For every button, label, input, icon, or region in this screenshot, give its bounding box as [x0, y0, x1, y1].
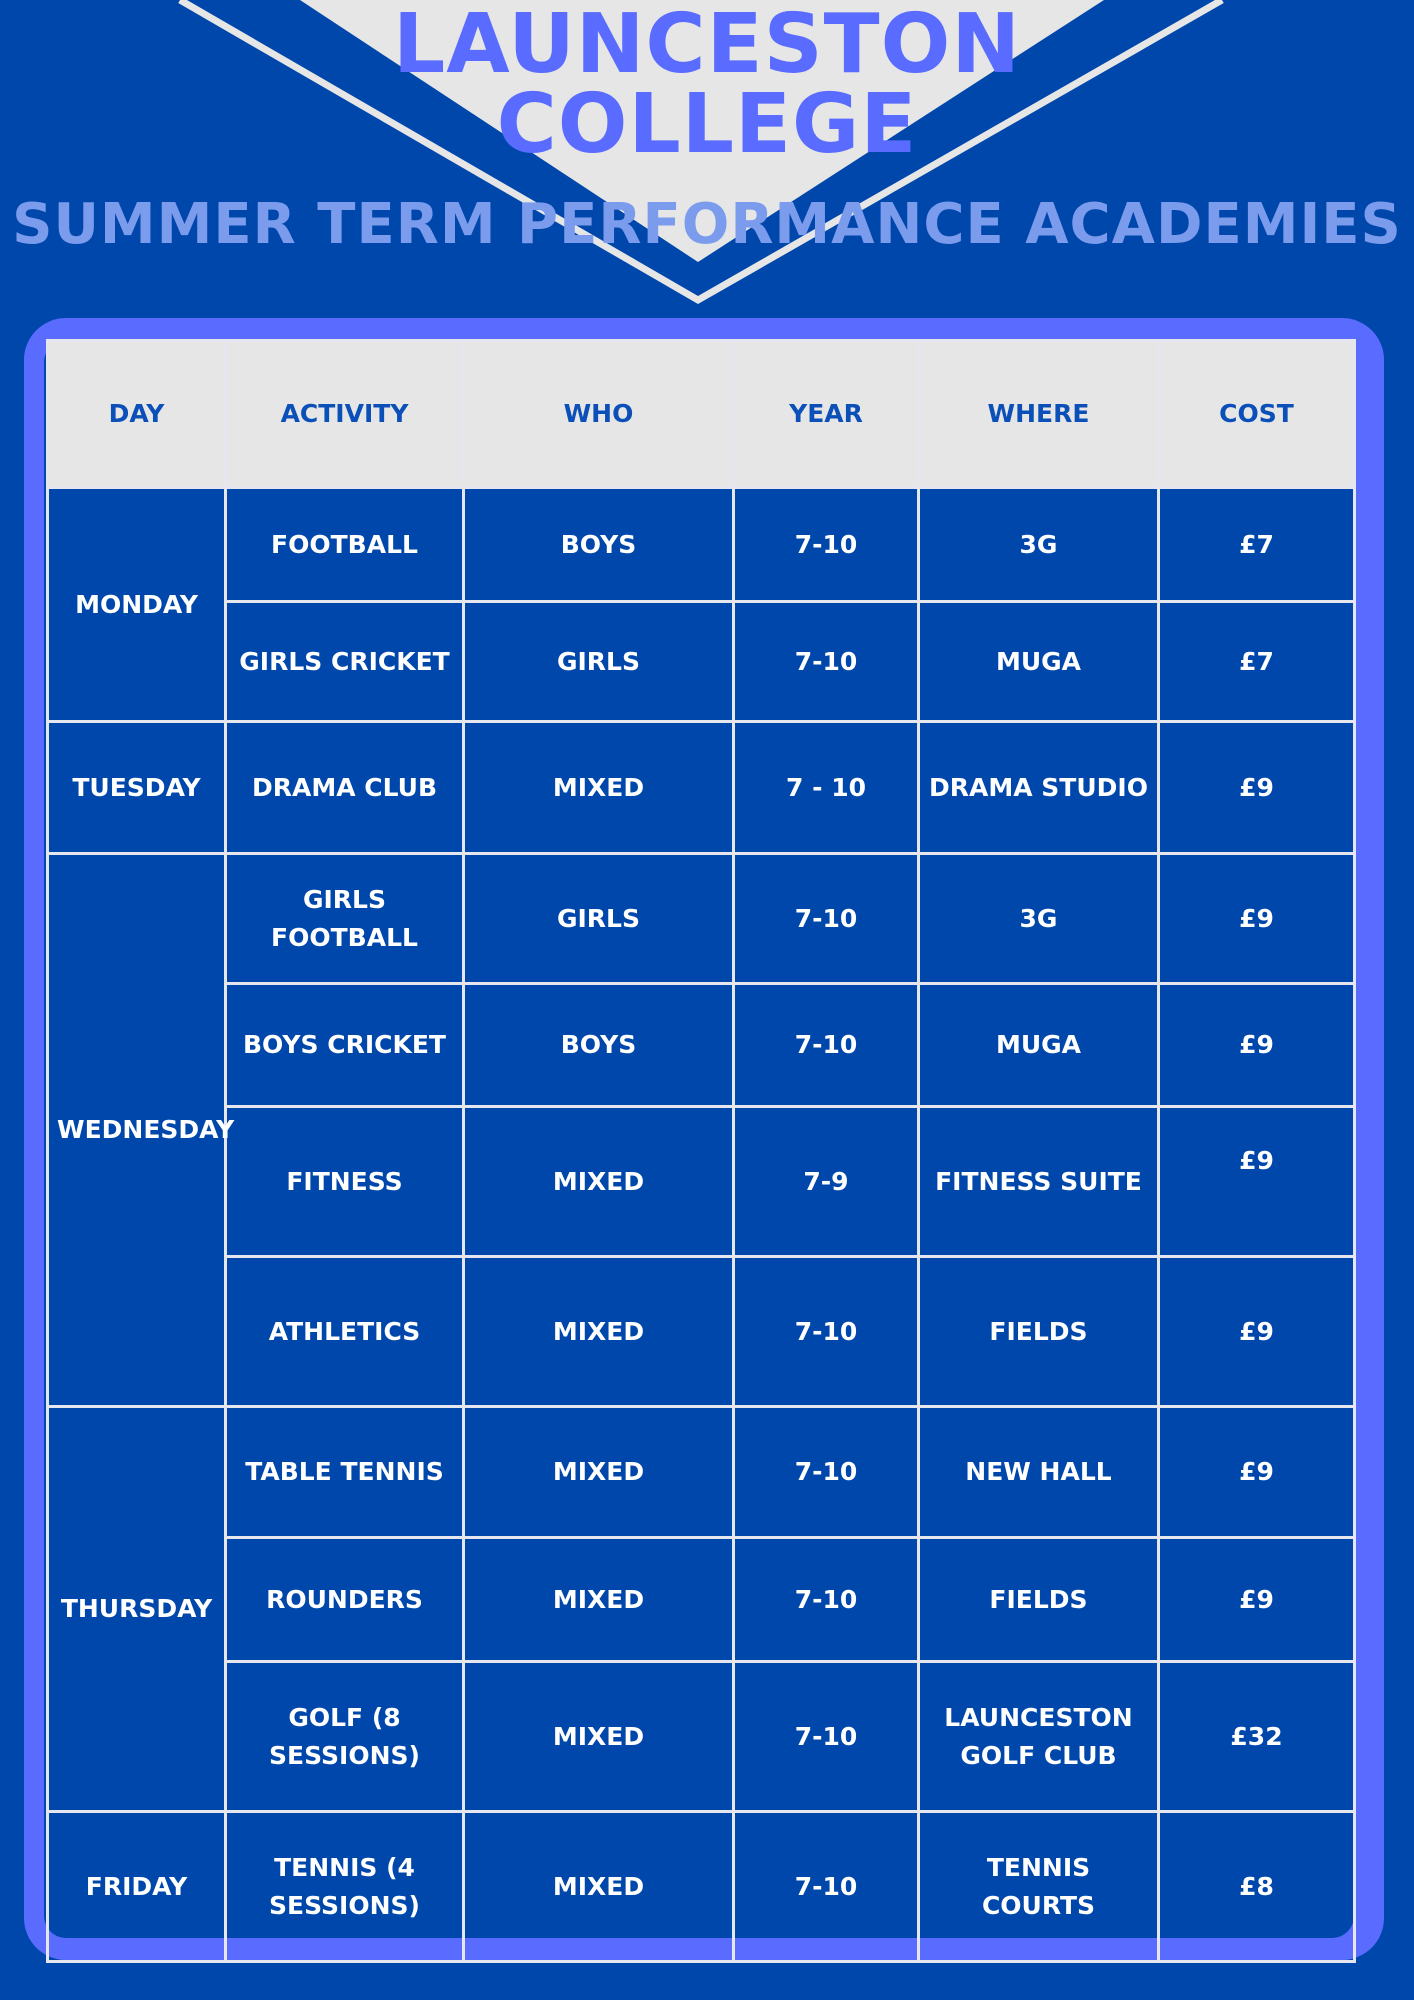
header-year: YEAR [734, 341, 919, 488]
table-row [48, 722, 1355, 854]
where-cell: FIELDS [919, 1257, 1159, 1407]
who-cell: GIRLS [464, 602, 734, 722]
who-cell: MIXED [464, 1107, 734, 1257]
cost-cell: £9 [1159, 1538, 1355, 1662]
year-cell: 7-10 [734, 1257, 919, 1407]
table-row [48, 1538, 1355, 1662]
where-cell: MUGA [919, 602, 1159, 722]
table-row [48, 984, 1355, 1107]
where-cell: MUGA [919, 984, 1159, 1107]
table-row [48, 1107, 1355, 1257]
table-row [48, 602, 1355, 722]
table-row [48, 1662, 1355, 1812]
schedule-table [46, 339, 1356, 1963]
header-cost: COST [1159, 341, 1355, 488]
who-cell: MIXED [464, 1407, 734, 1538]
day-cell-monday: MONDAY [48, 488, 226, 722]
activity-cell: ATHLETICS [226, 1257, 464, 1407]
year-cell: 7-10 [734, 488, 919, 602]
cost-cell: £7 [1159, 488, 1355, 602]
cost-cell: £9 [1159, 722, 1355, 854]
college-title-line2: COLLEGE [496, 77, 918, 172]
who-cell: GIRLS [464, 854, 734, 984]
where-cell: DRAMA STUDIO [919, 722, 1159, 854]
year-cell: 7-10 [734, 1407, 919, 1538]
activity-cell: TABLE TENNIS [226, 1407, 464, 1538]
cost-cell: £7 [1159, 602, 1355, 722]
activity-cell: FITNESS [226, 1107, 464, 1257]
day-cell-thursday: THURSDAY [48, 1407, 226, 1812]
who-cell: BOYS [464, 984, 734, 1107]
header-day: DAY [48, 341, 226, 488]
cost-cell: £9 [1159, 1107, 1355, 1257]
cost-cell: £32 [1159, 1662, 1355, 1812]
year-cell: 7-10 [734, 1812, 919, 1962]
day-cell-tuesday: TUESDAY [48, 722, 226, 854]
header-where: WHERE [919, 341, 1159, 488]
activity-cell: DRAMA CLUB [226, 722, 464, 854]
activity-cell: FOOTBALL [226, 488, 464, 602]
where-cell: FIELDS [919, 1538, 1159, 1662]
who-cell: MIXED [464, 1662, 734, 1812]
table-row [48, 1812, 1355, 1962]
cost-cell: £8 [1159, 1812, 1355, 1962]
cost-cell: £9 [1159, 1257, 1355, 1407]
year-cell: 7-10 [734, 602, 919, 722]
activity-cell: GIRLS CRICKET [226, 602, 464, 722]
year-cell: 7-9 [734, 1107, 919, 1257]
cost-cell: £9 [1159, 984, 1355, 1107]
who-cell: MIXED [464, 1538, 734, 1662]
cost-cell: £9 [1159, 1407, 1355, 1538]
where-cell: NEW HALL [919, 1407, 1159, 1538]
activity-cell: ROUNDERS [226, 1538, 464, 1662]
header-activity: ACTIVITY [226, 341, 464, 488]
activity-cell: GOLF (8 SESSIONS) [226, 1662, 464, 1812]
year-cell: 7-10 [734, 854, 919, 984]
table-row [48, 1407, 1355, 1538]
year-cell: 7-10 [734, 1662, 919, 1812]
who-cell: MIXED [464, 1257, 734, 1407]
where-cell: 3G [919, 854, 1159, 984]
activity-cell: TENNIS (4 SESSIONS) [226, 1812, 464, 1962]
where-cell: LAUNCESTON GOLF CLUB [919, 1662, 1159, 1812]
day-cell-friday: FRIDAY [48, 1812, 226, 1962]
who-cell: BOYS [464, 488, 734, 602]
page-subtitle: SUMMER TERM PERFORMANCE ACADEMIES [12, 192, 1402, 257]
header-who: WHO [464, 341, 734, 488]
table-row [48, 854, 1355, 984]
college-title-line1: LAUNCESTON [393, 0, 1021, 92]
table-row [48, 1257, 1355, 1407]
who-cell: MIXED [464, 1812, 734, 1962]
where-cell: 3G [919, 488, 1159, 602]
day-cell-wednesday: WEDNESDAY [48, 854, 226, 1407]
where-cell: FITNESS SUITE [919, 1107, 1159, 1257]
who-cell: MIXED [464, 722, 734, 854]
activity-cell: GIRLS FOOTBALL [226, 854, 464, 984]
year-cell: 7 - 10 [734, 722, 919, 854]
cost-cell: £9 [1159, 854, 1355, 984]
table-header-row [48, 341, 1355, 488]
table-row [48, 488, 1355, 602]
activity-cell: BOYS CRICKET [226, 984, 464, 1107]
year-cell: 7-10 [734, 984, 919, 1107]
year-cell: 7-10 [734, 1538, 919, 1662]
where-cell: TENNIS COURTS [919, 1812, 1159, 1962]
